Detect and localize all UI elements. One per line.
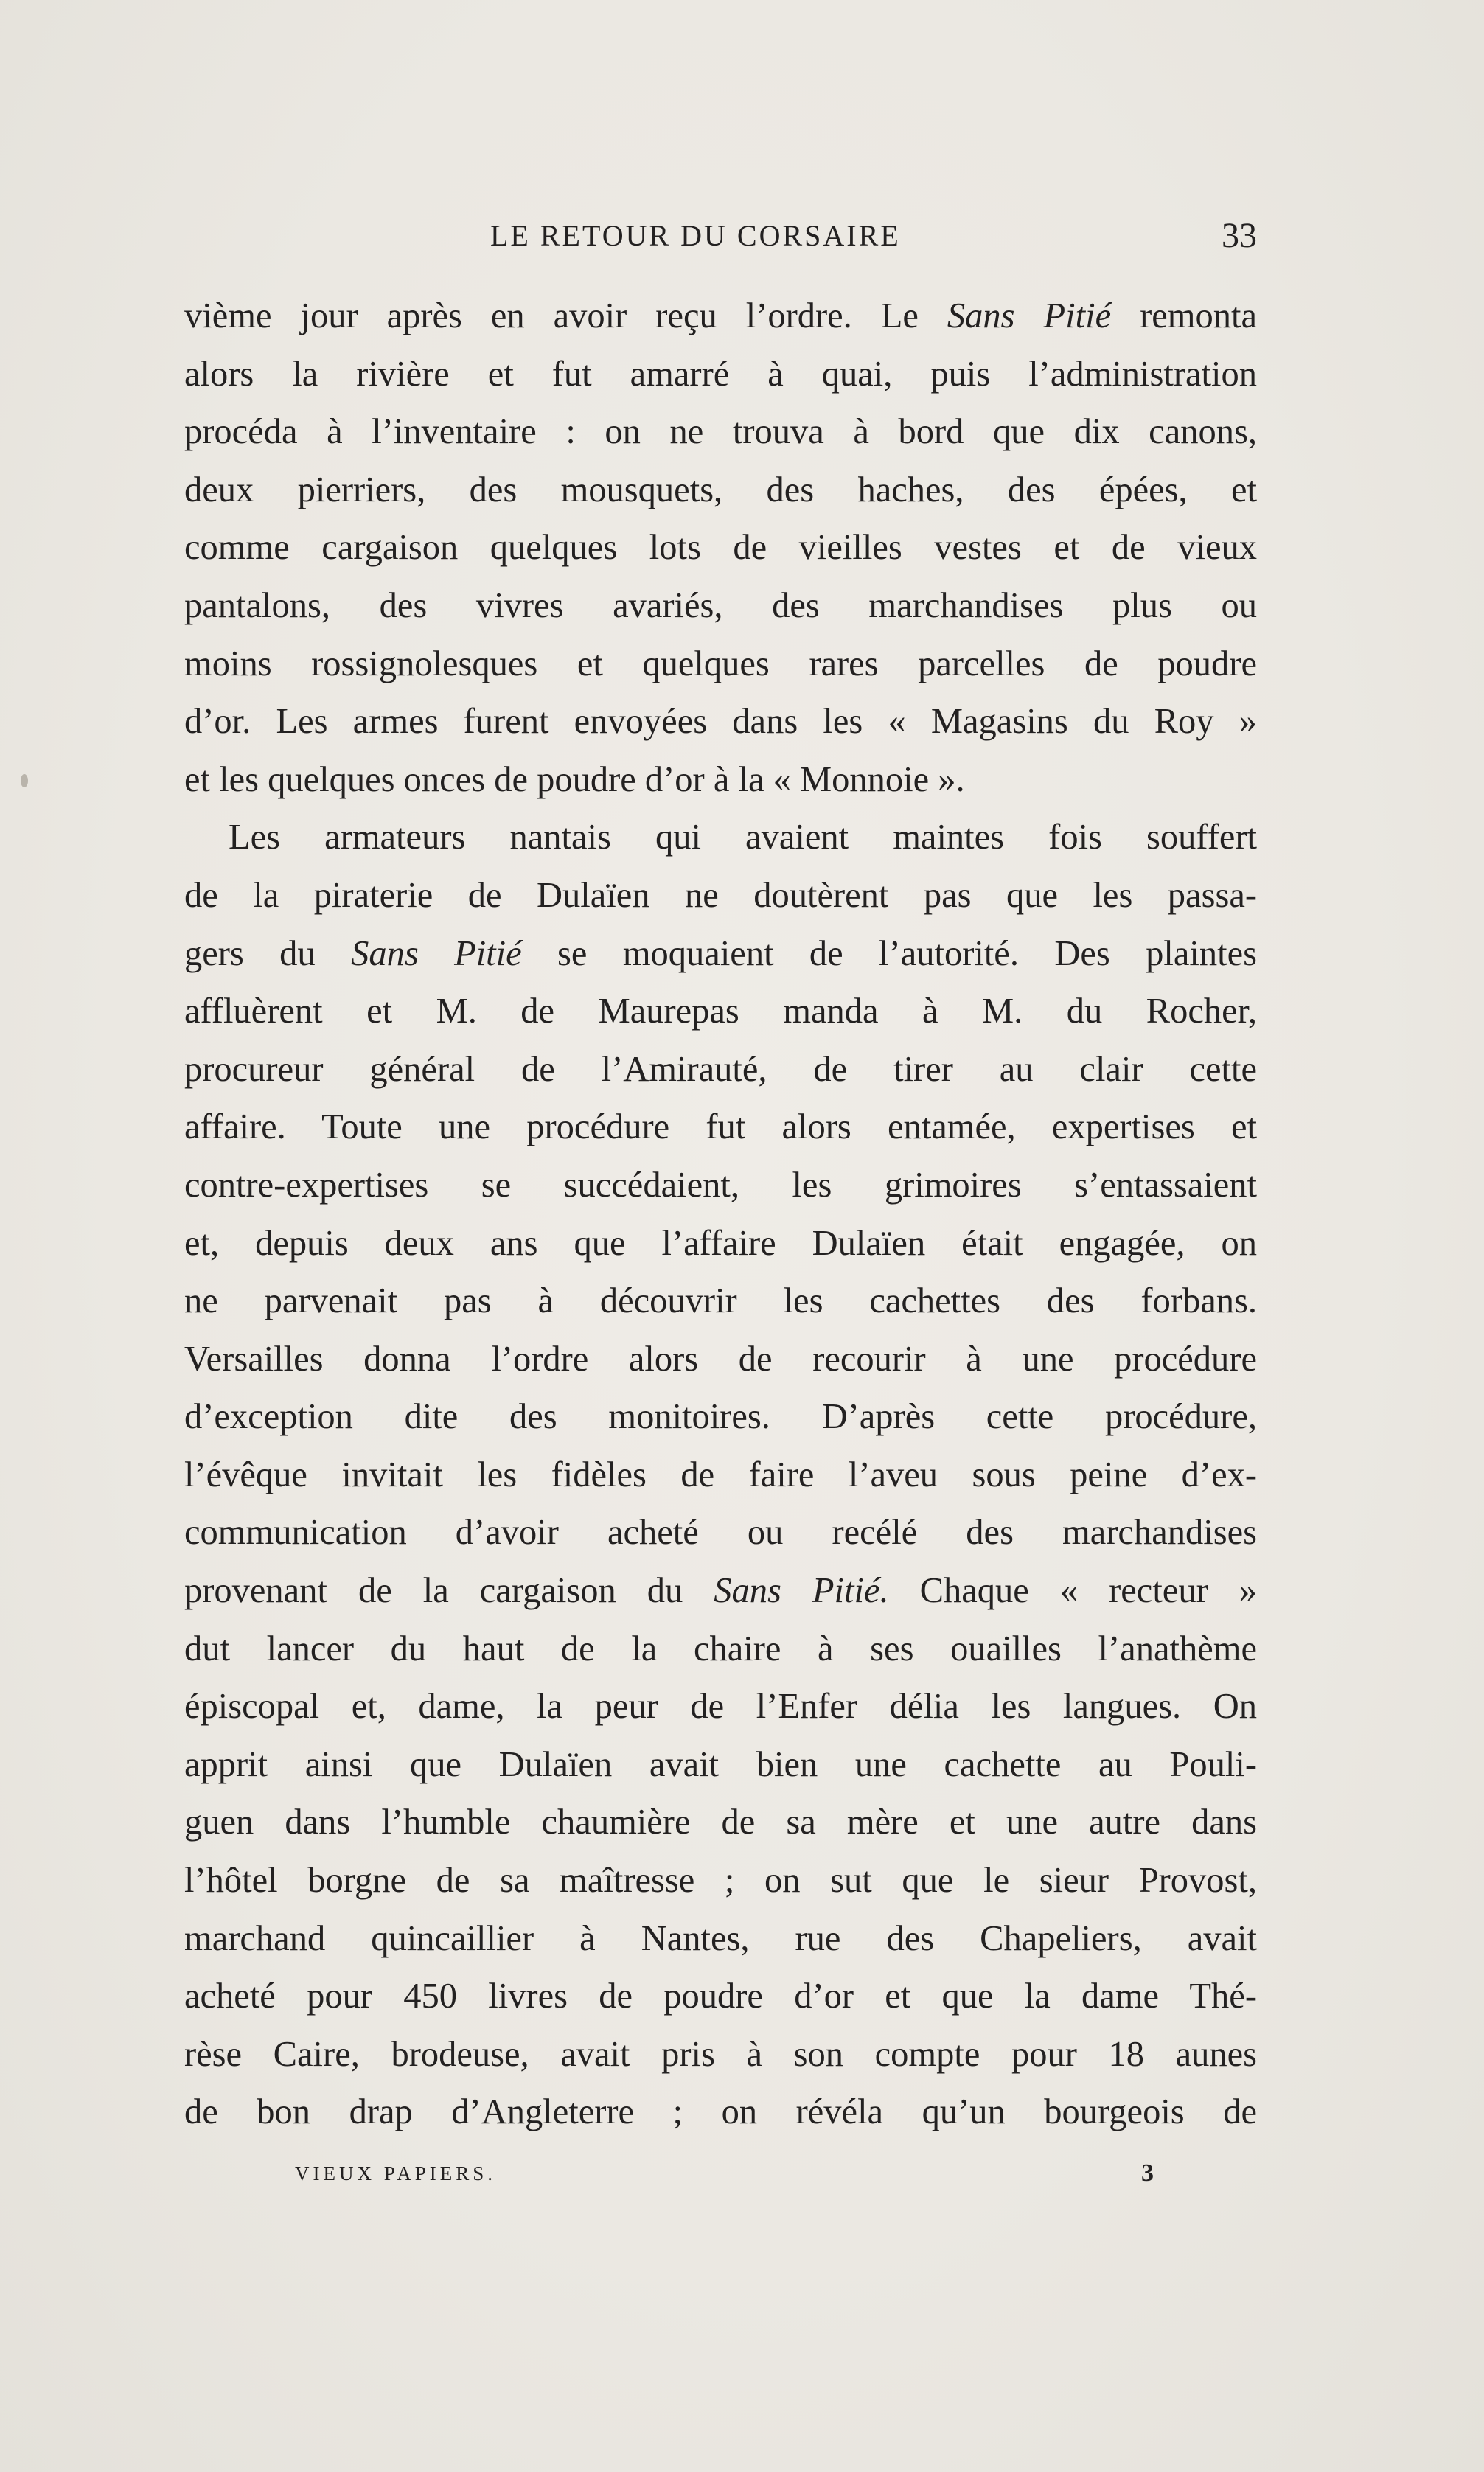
text-line: guen dans l’humble chaumière de sa mère et une autre dans	[184, 1803, 1257, 1842]
text-run: remonta	[1111, 296, 1257, 335]
text-line: et, depuis deux ans que l’affaire Dulaïen était engagée, on	[184, 1223, 1257, 1263]
text-line: affluèrent et M. de Maurepas manda à M. du Rocher,	[184, 992, 1257, 1031]
text-line: affaire. Toute une procédure fut alors entamée, expertises et	[184, 1107, 1257, 1147]
text-line: acheté pour 450 livres de poudre d’or et que la dame Thé-	[184, 1977, 1257, 2016]
text-run: gers du	[184, 933, 352, 973]
running-head	[184, 214, 1257, 258]
text-line: d’exception dite des monitoires. D’après cette procédure,	[184, 1397, 1257, 1437]
text-line: de bon drap d’Angleterre ; on révéla qu’un bourgeois de	[184, 2092, 1257, 2132]
text-line: communication d’avoir acheté ou recélé des marchandises	[184, 1513, 1257, 1553]
text-line	[184, 925, 1257, 983]
italic-ship-name: Sans Pitié	[947, 296, 1112, 335]
text-line	[184, 1562, 1257, 1620]
body-text	[184, 288, 1257, 2142]
text-line: apprit ainsi que Dulaïen avait bien une cachette au Pouli-	[184, 1744, 1257, 1784]
text-line: pantalons, des vivres avariés, des marchandises plus ou	[184, 585, 1257, 625]
text-line: marchand quincaillier à Nantes, rue des Chapeliers, avait	[184, 1918, 1257, 1958]
paper-speck	[21, 774, 28, 787]
signature-footer	[295, 2155, 1154, 2192]
text-run: vième jour après en avoir reçu l’ordre. Le	[184, 296, 947, 335]
page-number: 33	[1222, 216, 1257, 255]
text-line: l’évêque invitait les fidèles de faire l’aveu sous peine d’ex-	[184, 1455, 1257, 1494]
text-run: se moquaient de l’autorité. Des plaintes	[521, 933, 1257, 973]
text-line: d’or. Les armes furent envoyées dans les « Magasins du Roy »	[184, 702, 1257, 742]
text-line: l’hôtel borgne de sa maîtresse ; on sut que le sieur Provost,	[184, 1861, 1257, 1901]
text-line: dut lancer du haut de la chaire à ses ouailles l’anathème	[184, 1629, 1257, 1668]
text-line: rèse Caire, brodeuse, avait pris à son compte pour 18 aunes	[184, 2034, 1257, 2074]
text-line: épiscopal et, dame, la peur de l’Enfer délia les langues. On	[184, 1687, 1257, 1727]
text-line: de la piraterie de Dulaïen ne doutèrent pas que les passa-	[184, 875, 1257, 915]
text-line	[184, 288, 1257, 346]
italic-ship-name: Sans Pitié.	[714, 1571, 889, 1611]
running-title: LE RETOUR DU CORSAIRE	[490, 219, 901, 252]
italic-ship-name: Sans Pitié	[351, 933, 522, 973]
text-run: provenant de la cargaison du	[184, 1571, 714, 1611]
text-line: ne parvenait pas à découvrir les cachettes des forbans.	[184, 1281, 1257, 1321]
text-line: alors la rivière et fut amarré à quai, puis l’administration	[184, 354, 1257, 394]
text-line: procéda à l’inventaire : on ne trouva à bord que dix canons,	[184, 412, 1257, 452]
paragraph-1	[184, 288, 1257, 809]
text-line: Les armateurs nantais qui avaient maintes fois souffert	[229, 818, 1257, 857]
text-line: et les quelques onces de poudre d’or à la « Monnoie ».	[184, 759, 965, 799]
text-line: deux pierriers, des mousquets, des haches, des épées, et	[184, 470, 1257, 509]
text-run: Chaque « recteur »	[888, 1571, 1257, 1611]
text-line: moins rossignolesques et quelques rares parcelles de poudre	[184, 644, 1257, 683]
signature-number: 3	[1141, 2159, 1154, 2187]
text-line: contre-expertises se succédaient, les grimoires s’entassaient	[184, 1165, 1257, 1205]
text-line: comme cargaison quelques lots de vieilles vestes et de vieux	[184, 528, 1257, 568]
text-line: procureur général de l’Amirauté, de tirer au clair cette	[184, 1049, 1257, 1089]
paragraph-2	[184, 809, 1257, 2142]
text-line: Versailles donna l’ordre alors de recourir à une procédure	[184, 1339, 1257, 1379]
signature-mark: VIEUX PAPIERS.	[295, 2162, 497, 2184]
